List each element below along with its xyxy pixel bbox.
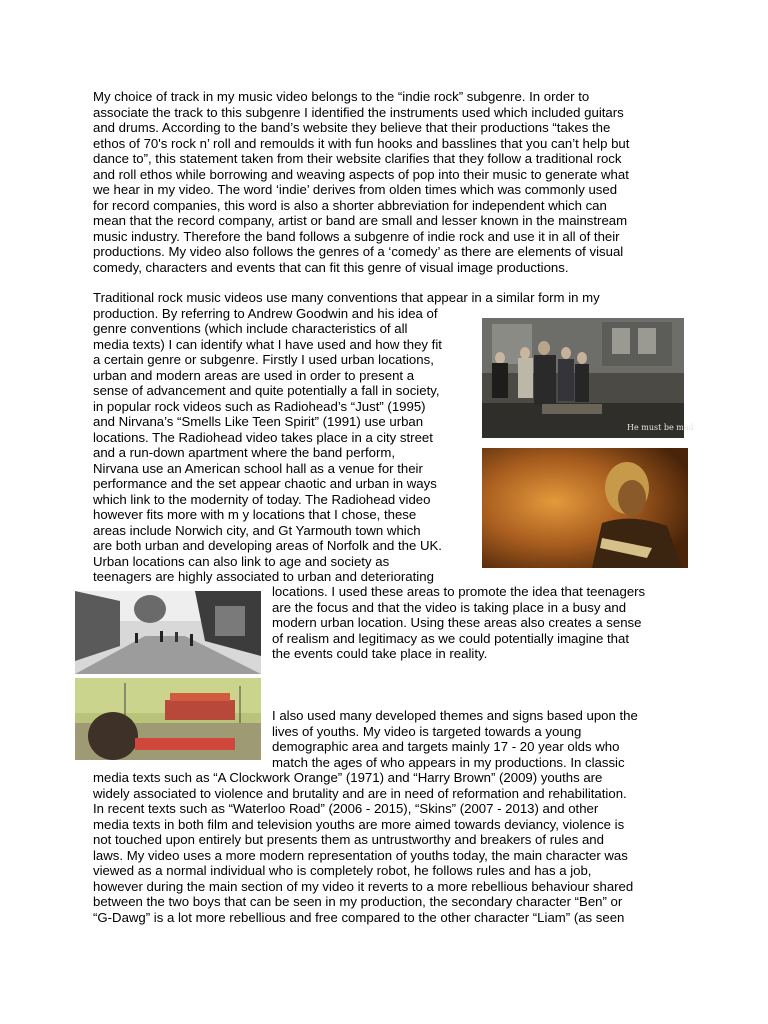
text-line: media texts such as “A Clockwork Orange” (1971) and “Harry Brown” (2009) youths are — [93, 770, 603, 785]
text-line: locations. I used these areas to promote the idea that teenagers — [272, 584, 646, 599]
text-line: comedy, characters and events that can fit this genre of visual image productions. — [93, 259, 569, 275]
text-line: “G-Dawg” is a lot more rebellious and free compared to the other character “Liam” (as seen — [93, 909, 625, 925]
text-line: production. By referring to Andrew Goodwin and his idea of — [93, 305, 438, 321]
text-line: between the two boys that can be seen in my production, the secondary character “Ben” or — [93, 894, 623, 909]
radiohead-still-image — [482, 318, 694, 438]
text-line: associate the track to this subgenre I identified the instruments used which included guitars — [93, 104, 624, 120]
text-line: lives of youths. My video is targeted towards a young — [272, 723, 582, 739]
text-line: Urban locations can also link to age and society as — [93, 553, 390, 569]
text-line: laws. My video uses a more modern representation of youths today, the main character was — [93, 847, 628, 863]
text-line: viewed as a normal individual who is completely robot, he follows rules and has a job, — [93, 863, 592, 878]
text-line: and a run-down apartment where the band perform, — [93, 445, 396, 460]
text-line: demographic area and targets mainly 17 - 20 year olds who — [272, 739, 620, 754]
text-line: not touched upon entirely but presents them as untrustworthy and breakers of rules and — [93, 832, 604, 847]
text-line: are both urban and developing areas of Norfolk and the UK. — [93, 538, 442, 553]
text-line: are the focus and that the video is taking place in a busy and — [272, 599, 627, 615]
text-line: and Nirvana’s “Smells Like Teen Spirit” (1991) use urban — [93, 414, 424, 429]
text-line: media texts) I can identify what I have used and how they fit — [93, 336, 442, 352]
radiohead-caption: He must be mad — [627, 423, 694, 432]
text-line: and roll ethos while borrowing and weaving aspects of pop into their music to generate what — [93, 166, 629, 182]
text-line: In recent texts such as “Waterloo Road” (2006 - 2015), “Skins” (2007 - 2013) and other — [93, 801, 599, 816]
text-line: productions. My video also follows the genres of a ‘comedy’ as there are elements of visual — [93, 244, 624, 259]
text-line: urban and modern areas are used in order to present a — [93, 367, 415, 383]
text-line: for record companies, this word is also a shorter abbreviation for independent which can — [93, 197, 607, 213]
text-line: mean that the record company, artist or band are small and lesser known in the mainstream — [93, 213, 628, 228]
text-line: Traditional rock music videos use many conventions that appear in a similar form in my — [93, 290, 600, 305]
text-line: teenagers are highly associated to urban and deteriorating — [93, 569, 434, 584]
text-line: media texts in both film and television youths are more aimed towards deviancy, violence is — [93, 816, 625, 832]
text-line: however during the main section of my video it reverts to a more rebellious behaviour shared — [93, 878, 634, 894]
norwich-street-image — [75, 591, 261, 674]
text-line: a certain genre or subgenre. Firstly I used urban locations, — [93, 352, 434, 367]
text-line: dance to”, this statement taken from their website clarifies that they follow a traditional rock — [93, 151, 622, 166]
text-line: locations. The Radiohead video takes place in a city street — [93, 429, 433, 445]
text-line: Nirvana use an American school hall as a venue for their — [93, 460, 423, 476]
text-line: sense of advancement and quite potentially a fall in society, — [93, 383, 440, 398]
text-line: of realism and legitimacy as we could potentially imagine that — [272, 630, 629, 646]
text-line: in popular rock videos such as Radiohead’s “Just” (1995) — [93, 398, 426, 414]
text-line: we hear in my video. The word ‘indie’ derives from olden times which was commonly used — [93, 182, 618, 197]
text-line: however fits more with m y locations that I chose, these — [93, 507, 417, 522]
text-line: areas include Norwich city, and Gt Yarmouth town which — [93, 522, 421, 538]
text-line: modern urban location. Using these areas also creates a sense — [272, 615, 642, 630]
text-line: genre conventions (which include characteristics of all — [93, 321, 408, 336]
text-line: widely associated to violence and brutality and are in need of reformation and rehabilitation. — [93, 785, 627, 801]
text-line: the events could take place in reality. — [272, 646, 488, 661]
nirvana-still-image — [482, 448, 688, 568]
yarmouth-seafront-image — [75, 678, 261, 760]
text-line: My choice of track in my music video belongs to the “indie rock” subgenre. In order to — [93, 89, 590, 104]
text-line: performance and the set appear chaotic and urban in ways — [93, 476, 437, 491]
text-line: match the ages of who appears in my productions. In classic — [272, 754, 625, 770]
text-line: music industry. Therefore the band follows a subgenre of indie rock and use it in all of their — [93, 228, 620, 244]
text-line: ethos of 70's rock n’ roll and remoulds it with fun hooks and basslines that you can’t help but — [93, 135, 630, 151]
text-line: and drums. According to the band’s website they believe that their productions “takes the — [93, 120, 611, 135]
text-line: which link to the modernity of today. The Radiohead video — [93, 491, 431, 507]
text-line: I also used many developed themes and signs based upon the — [272, 708, 638, 723]
